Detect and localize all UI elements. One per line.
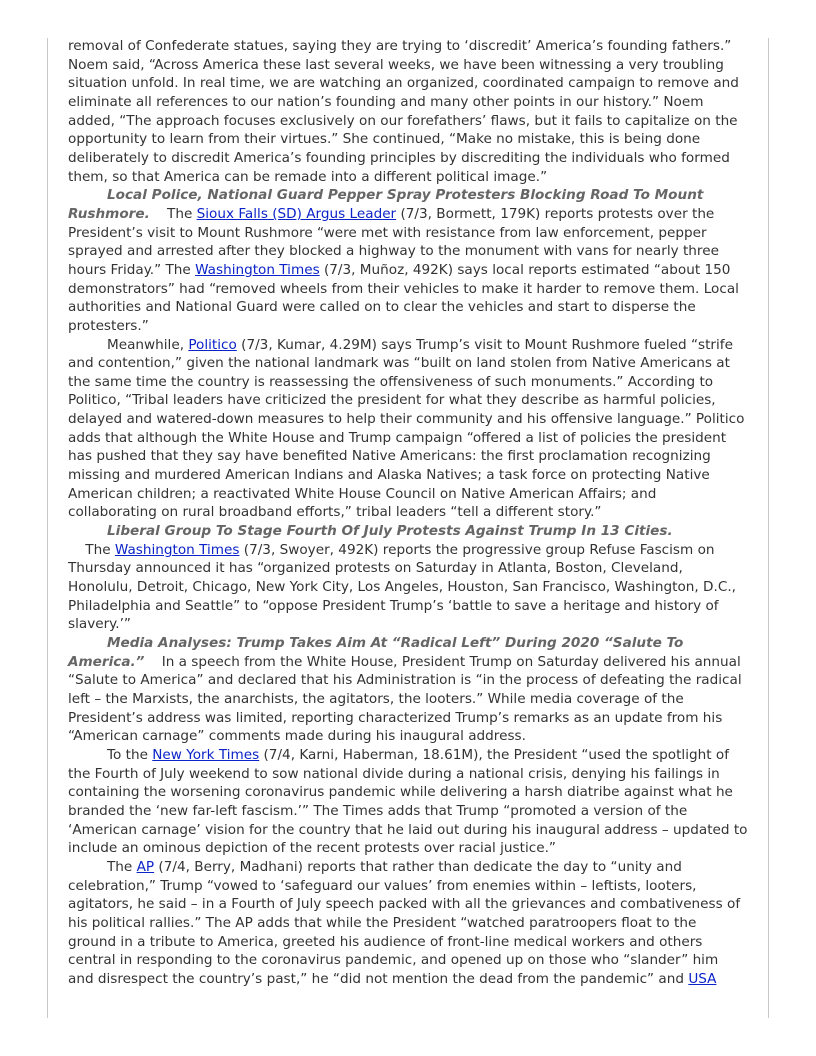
- link-new-york-times[interactable]: New York Times: [152, 746, 260, 763]
- paragraph-text: (7/3, Kumar, 4.29M) says Trump’s visit to Mount Rushmore fueled “strife and contention,” given the national landmark was “built on land stolen from Native Americans at the same time the country is reassessing the offensiveness of such monuments.” According to Politico, “Tribal leaders have criticized the president for what they describe as harmful policies, delayed and watered-down measures to help their community and his offensive language.” Politico adds that although the White House and Trump campaign “offered a list of policies the president has pushed that they say have benefited Native Americans: the first proclamation recognizing missing and murdered American Indians and Alaska Natives; a task force on protecting Native American children; a reactivated White House Council on Native American Affairs; and collaborating on rural broadband efforts,” tribal leaders “tell a different story.”: [68, 336, 745, 521]
- paragraph-text: (7/3, Muñoz, 492K) says local reports estimated “about 150 demonstrators” had “removed wheels from their vehicles to make it harder to remove them. Local authorities and National Guard were called on to clear the vehicles and start to disperse the protesters.”: [68, 261, 739, 334]
- paragraph-text: (7/3, Swoyer, 492K) reports the progressive group Refuse Fascism on Thursday announced it has “organized protests on Saturday in Atlanta, Boston, Cleveland, Honolulu, Detroit, Chicago, New York City, Los Angeles, Houston, San Francisco, Washington, D.C., Philadelphia and Seattle” to “oppose President Trump’s ‘battle to save a heritage and history of slavery.’”: [68, 541, 736, 633]
- paragraph-media-analyses: [68, 634, 748, 746]
- link-washington-times[interactable]: Washington Times: [114, 541, 240, 558]
- section-headline: Local Police, National Guard Pepper Spray Protesters Blocking Road To Mount Rushmore.: [68, 187, 704, 222]
- paragraph-politico: [68, 336, 748, 523]
- paragraph-text: The: [107, 858, 137, 875]
- paragraph-text: The: [149, 205, 197, 222]
- paragraph-text: In a speech from the White House, President Trump on Saturday delivered his annual “Salute to America” and declared that his Administration is “in the process of defeating the radical left – the Marxists, the anarchists, the agitators, the looters.” While media coverage of the President’s address was limited, reporting characterized Trump’s remarks as an update from his “American carnage” comments made during his inaugural address.: [68, 653, 746, 745]
- paragraph-text: (7/3, Bormett, 179K) reports protests over the President’s visit to Mount Rushmore “were met with resistance from law enforcement, pepper sprayed and arrested after they blocked a highway to the monument with vans for nearly three hours Friday.” The: [68, 205, 719, 278]
- paragraph-liberal-group: [68, 522, 748, 634]
- paragraph-police-pepper-spray: [68, 186, 748, 335]
- section-headline: Liberal Group To Stage Fourth Of July Protests Against Trump In 13 Cities.: [107, 523, 673, 540]
- right-margin-rule: [768, 38, 769, 1018]
- section-headline: Media Analyses: Trump Takes Aim At “Radical Left” During 2020 “Salute To America.”: [68, 635, 684, 670]
- link-usa-today[interactable]: USA: [688, 970, 717, 987]
- paragraph-text: (7/4, Berry, Madhani) reports that rather than dedicate the day to “unity and celebration,” Trump “vowed to ‘safeguard our values’ from enemies within – leftists, looters, agitators, he said – in a Fourth of July speech packed with all the grievances and combativeness of his political rallies.” The AP adds that while the President “watched paratroopers float to the ground in a tribute to America, greeted his audience of front-line medical workers and others central in responding to the coronavirus pandemic, and opened up on those who “slander” him and disrespect the country’s past,” he “did not mention the dead from the pandemic” and: [68, 858, 741, 987]
- paragraph-text: The: [68, 541, 115, 558]
- paragraph-noem-statement: [68, 37, 748, 186]
- document-body: [68, 37, 748, 988]
- paragraph-text: Meanwhile,: [107, 336, 189, 353]
- left-margin-rule: [47, 38, 48, 1018]
- link-ap[interactable]: AP: [136, 858, 155, 875]
- paragraph-text: To the: [107, 746, 153, 763]
- paragraph-text: removal of Confederate statues, saying they are trying to ‘discredit’ America’s founding fathers.” Noem said, “Across America these last several weeks, we have been witnessing a very troubling situation unfold. In real time, we are watching an organized, coordinated campaign to remove and eliminate all references to our nation’s founding and many other points in our history.” Noem added, “The approach focuses exclusively on our forefathers’ flaws, but it fails to capitalize on the opportunity to learn from their virtues.” She continued, “Make no mistake, this is being done deliberately to discredit America’s founding principles by discrediting the individuals who formed them, so that America can be remade into a different political image.”: [68, 38, 739, 185]
- paragraph-ap: [68, 858, 748, 989]
- paragraph-nyt: [68, 746, 748, 858]
- link-politico[interactable]: Politico: [188, 336, 237, 353]
- paragraph-text: (7/4, Karni, Haberman, 18.61M), the President “used the spotlight of the Fourth of July weekend to sow national divide during a national crisis, denying his failings in containing the worsening coronavirus pandemic while delivering a harsh diatribe against what he branded the ‘new far-left fascism.’” The Times adds that Trump “promoted a version of the ‘American carnage’ vision for the country that he laid out during his inaugural address – updated to include an ominous depiction of the recent protests over racial justice.”: [68, 746, 748, 857]
- link-argus-leader[interactable]: Sioux Falls (SD) Argus Leader: [196, 205, 397, 222]
- link-washington-times[interactable]: Washington Times: [195, 261, 320, 278]
